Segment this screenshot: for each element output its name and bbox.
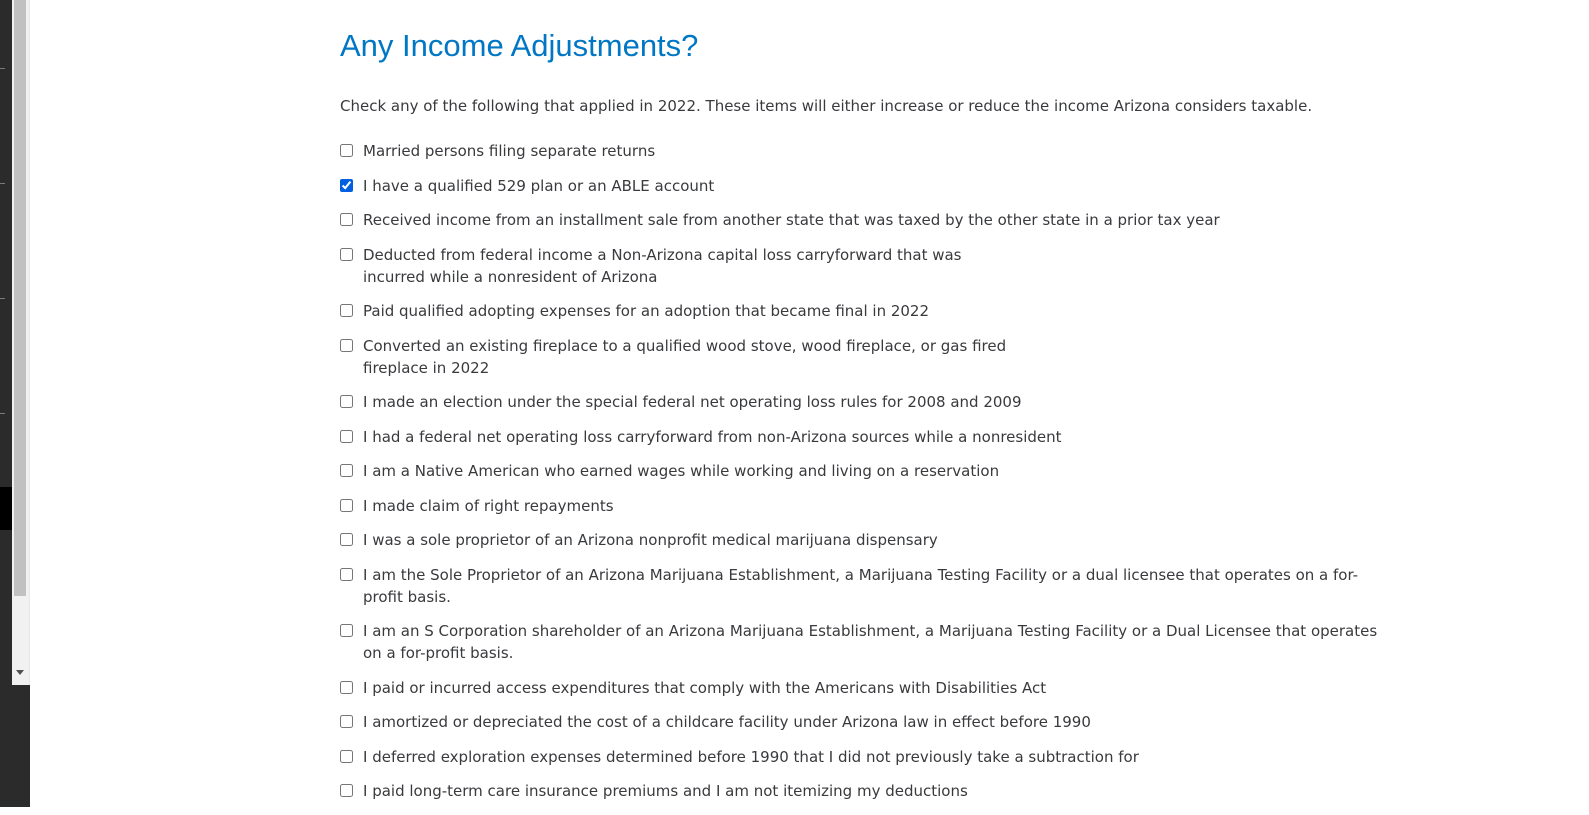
checkbox[interactable] (340, 784, 353, 797)
checkbox[interactable] (340, 499, 353, 512)
option-nol-carryforward-nonresident[interactable] (340, 426, 1380, 448)
left-panel-edge (0, 0, 12, 807)
adjustment-checkbox-list (340, 140, 1380, 815)
option-label: I had a federal net operating loss carryforward from non-Arizona sources while a nonresident (363, 427, 1062, 446)
option-installment-sale[interactable] (340, 209, 1380, 231)
option-label: I am a Native American who earned wages while working and living on a reservation (363, 462, 1000, 480)
option-claim-of-right[interactable] (340, 495, 1380, 517)
panel-divider (0, 68, 5, 69)
option-marijuana-s-corp[interactable] (340, 620, 1380, 664)
option-label: I paid or incurred access expenditures that comply with the Americans with Disabilities Act (363, 678, 1047, 697)
checkbox[interactable] (340, 464, 353, 477)
option-label: I paid long-term care insurance premiums and I am not itemizing my deductions (363, 782, 968, 800)
option-fireplace-conversion[interactable] (340, 335, 1380, 379)
option-exploration-expenses[interactable] (340, 746, 1380, 768)
vertical-scrollbar[interactable] (12, 0, 30, 685)
checkbox[interactable] (340, 750, 353, 763)
scrollbar-thumb[interactable] (14, 0, 26, 596)
panel-divider (0, 298, 5, 299)
option-medical-marijuana-dispensary[interactable] (340, 529, 1380, 551)
panel-divider (0, 413, 5, 414)
option-label: I deferred exploration expenses determined before 1990 that I did not previously take a subtraction for (363, 747, 1139, 766)
option-adoption-expenses[interactable] (340, 300, 1380, 322)
checkbox[interactable] (340, 213, 353, 226)
option-childcare-facility[interactable] (340, 711, 1380, 733)
option-label: I was a sole proprietor of an Arizona nonprofit medical marijuana dispensary (363, 531, 938, 549)
checkbox[interactable] (340, 144, 353, 157)
option-label: I am an S Corporation shareholder of an Arizona Marijuana Establishment, a Marijuana Testing Facility or a Dual Licensee that operates on a for-profit basis. (363, 622, 1378, 662)
checkbox[interactable] (340, 179, 353, 192)
page-title: Any Income Adjustments? (340, 28, 699, 63)
intro-text: Check any of the following that applied in 2022. These items will either increase or reduce the income Arizona considers taxable. (340, 97, 1313, 115)
option-label: Received income from an installment sale from another state that was taxed by the other state in a prior tax year (363, 211, 1220, 229)
checkbox[interactable] (340, 715, 353, 728)
option-label: Deducted from federal income a Non-Arizona capital loss carryforward that was incurred while a nonresident of Arizona (363, 245, 962, 286)
option-label: I have a qualified 529 plan or an ABLE account (363, 176, 715, 195)
checkbox[interactable] (340, 304, 353, 317)
option-label: Paid qualified adopting expenses for an adoption that became final in 2022 (363, 302, 930, 320)
option-529-plan-able-account[interactable] (340, 175, 1380, 197)
left-panel-bottom (12, 685, 30, 807)
option-married-filing-separate[interactable] (340, 140, 1380, 162)
option-label: I made an election under the special federal net operating loss rules for 2008 and 2009 (363, 393, 1022, 411)
panel-divider (0, 183, 5, 184)
option-long-term-care-premiums[interactable] (340, 780, 1380, 802)
option-native-american-wages[interactable] (340, 460, 1380, 482)
option-label: I made claim of right repayments (363, 496, 614, 515)
checkbox[interactable] (340, 248, 353, 261)
option-capital-loss-carryforward[interactable] (340, 244, 1380, 288)
checkbox[interactable] (340, 533, 353, 546)
checkbox[interactable] (340, 681, 353, 694)
option-nol-election[interactable] (340, 391, 1380, 413)
option-label: I am the Sole Proprietor of an Arizona Marijuana Establishment, a Marijuana Testing Facility or a dual licensee that operates on a for-profit basis. (363, 565, 1359, 606)
option-label: Converted an existing fireplace to a qualified wood stove, wood fireplace, or gas fired fireplace in 2022 (363, 336, 1007, 377)
option-ada-expenditures[interactable] (340, 677, 1380, 699)
checkbox[interactable] (340, 395, 353, 408)
panel-selected-block (0, 487, 12, 530)
checkbox[interactable] (340, 339, 353, 352)
option-label: Married persons filing separate returns (363, 142, 656, 160)
option-label: I amortized or depreciated the cost of a childcare facility under Arizona law in effect before 1990 (363, 713, 1091, 731)
checkbox[interactable] (340, 624, 353, 637)
checkbox[interactable] (340, 430, 353, 443)
scroll-down-arrow-icon[interactable] (16, 670, 24, 675)
checkbox[interactable] (340, 568, 353, 581)
option-marijuana-sole-proprietor[interactable] (340, 564, 1380, 608)
